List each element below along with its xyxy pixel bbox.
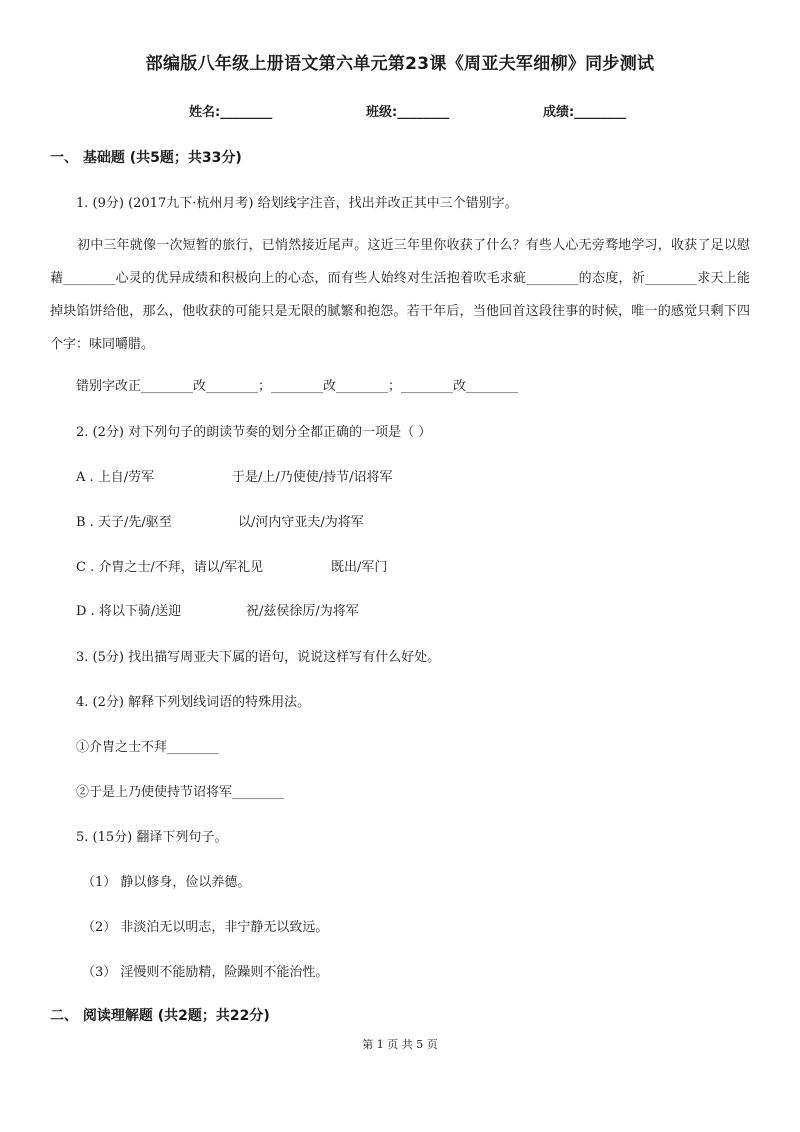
- page-number: 第 1 页 共 5 页: [362, 1038, 438, 1051]
- option-a-right: 于是/上/乃使使/持节/诏将军: [232, 470, 393, 485]
- question-4-item-1[interactable]: ①介胄之士不拜________: [76, 740, 220, 755]
- question-4-stem: 4. (2分) 解释下列划线词语的特殊用法。: [76, 695, 311, 710]
- option-c-right: 既出/军门: [331, 560, 388, 575]
- question-1-fix-line[interactable]: 错别字改正________改________；________改________；________改________: [76, 379, 519, 394]
- section-heading-basic: 一、 基础题 (共5题；共33分): [50, 150, 242, 166]
- question-5-item-3: （3） 淫慢则不能励精，险躁则不能治性。: [82, 965, 329, 980]
- option-a-left[interactable]: A . 上自/劳军: [76, 470, 155, 485]
- option-b-right: 以/河内守亚夫/为将军: [238, 515, 364, 530]
- question-5-item-2: （2） 非淡泊无以明志，非宁静无以致远。: [82, 920, 329, 935]
- question-3-stem: 3. (5分) 找出描写周亚夫下属的语句，说说这样写有什么好处。: [76, 650, 441, 665]
- question-5-stem: 5. (15分) 翻译下列句子。: [76, 830, 228, 845]
- option-d-right: 祝/兹侯徐厉/为将军: [246, 604, 359, 619]
- question-4-item-2[interactable]: ②于是上乃使使持节诏将军________: [76, 785, 285, 800]
- section-heading-reading: 二、 阅读理解题 (共2题；共22分): [50, 1008, 270, 1024]
- score-field[interactable]: 成绩:________: [543, 105, 627, 120]
- question-2-stem: 2. (2分) 对下列句子的朗读节奏的划分全都正确的一项是（ ）: [76, 425, 432, 440]
- option-d-left[interactable]: D . 将以下骑/送迎: [76, 604, 182, 619]
- name-field[interactable]: 姓名:________: [189, 105, 273, 120]
- option-c-left[interactable]: C . 介胄之士/不拜，请以/军礼见: [76, 560, 264, 575]
- class-field[interactable]: 班级:________: [366, 105, 450, 120]
- question-5-item-1: （1） 静以修身，俭以养德。: [82, 875, 251, 890]
- question-1-passage: 初中三年就像一次短暂的旅行，已悄然接近尾声。这近三年里你收获了什么？有些人心无旁骛地学习，收获了足以慰藉________心灵的优异成绩和积极向上的心态，而有些人始终对生活抱着吹毛求疵________的态度，祈________求天上能掉块馅饼给他，那么，他收获的可能只是无限的腻繁和抱怨。若干年后，当他回首这段往事的时候，唯一的感觉只剩下四个字：味同嚼腊。: [50, 238, 750, 352]
- question-1-stem: 1. (9分) (2017九下·杭州月考) 给划线字注音，找出并改正其中三个错别字。: [76, 196, 518, 211]
- page-title: 部编版八年级上册语文第六单元第23课《周亚夫军细柳》同步测试: [145, 54, 655, 74]
- option-b-left[interactable]: B . 天子/先/驱至: [76, 515, 172, 530]
